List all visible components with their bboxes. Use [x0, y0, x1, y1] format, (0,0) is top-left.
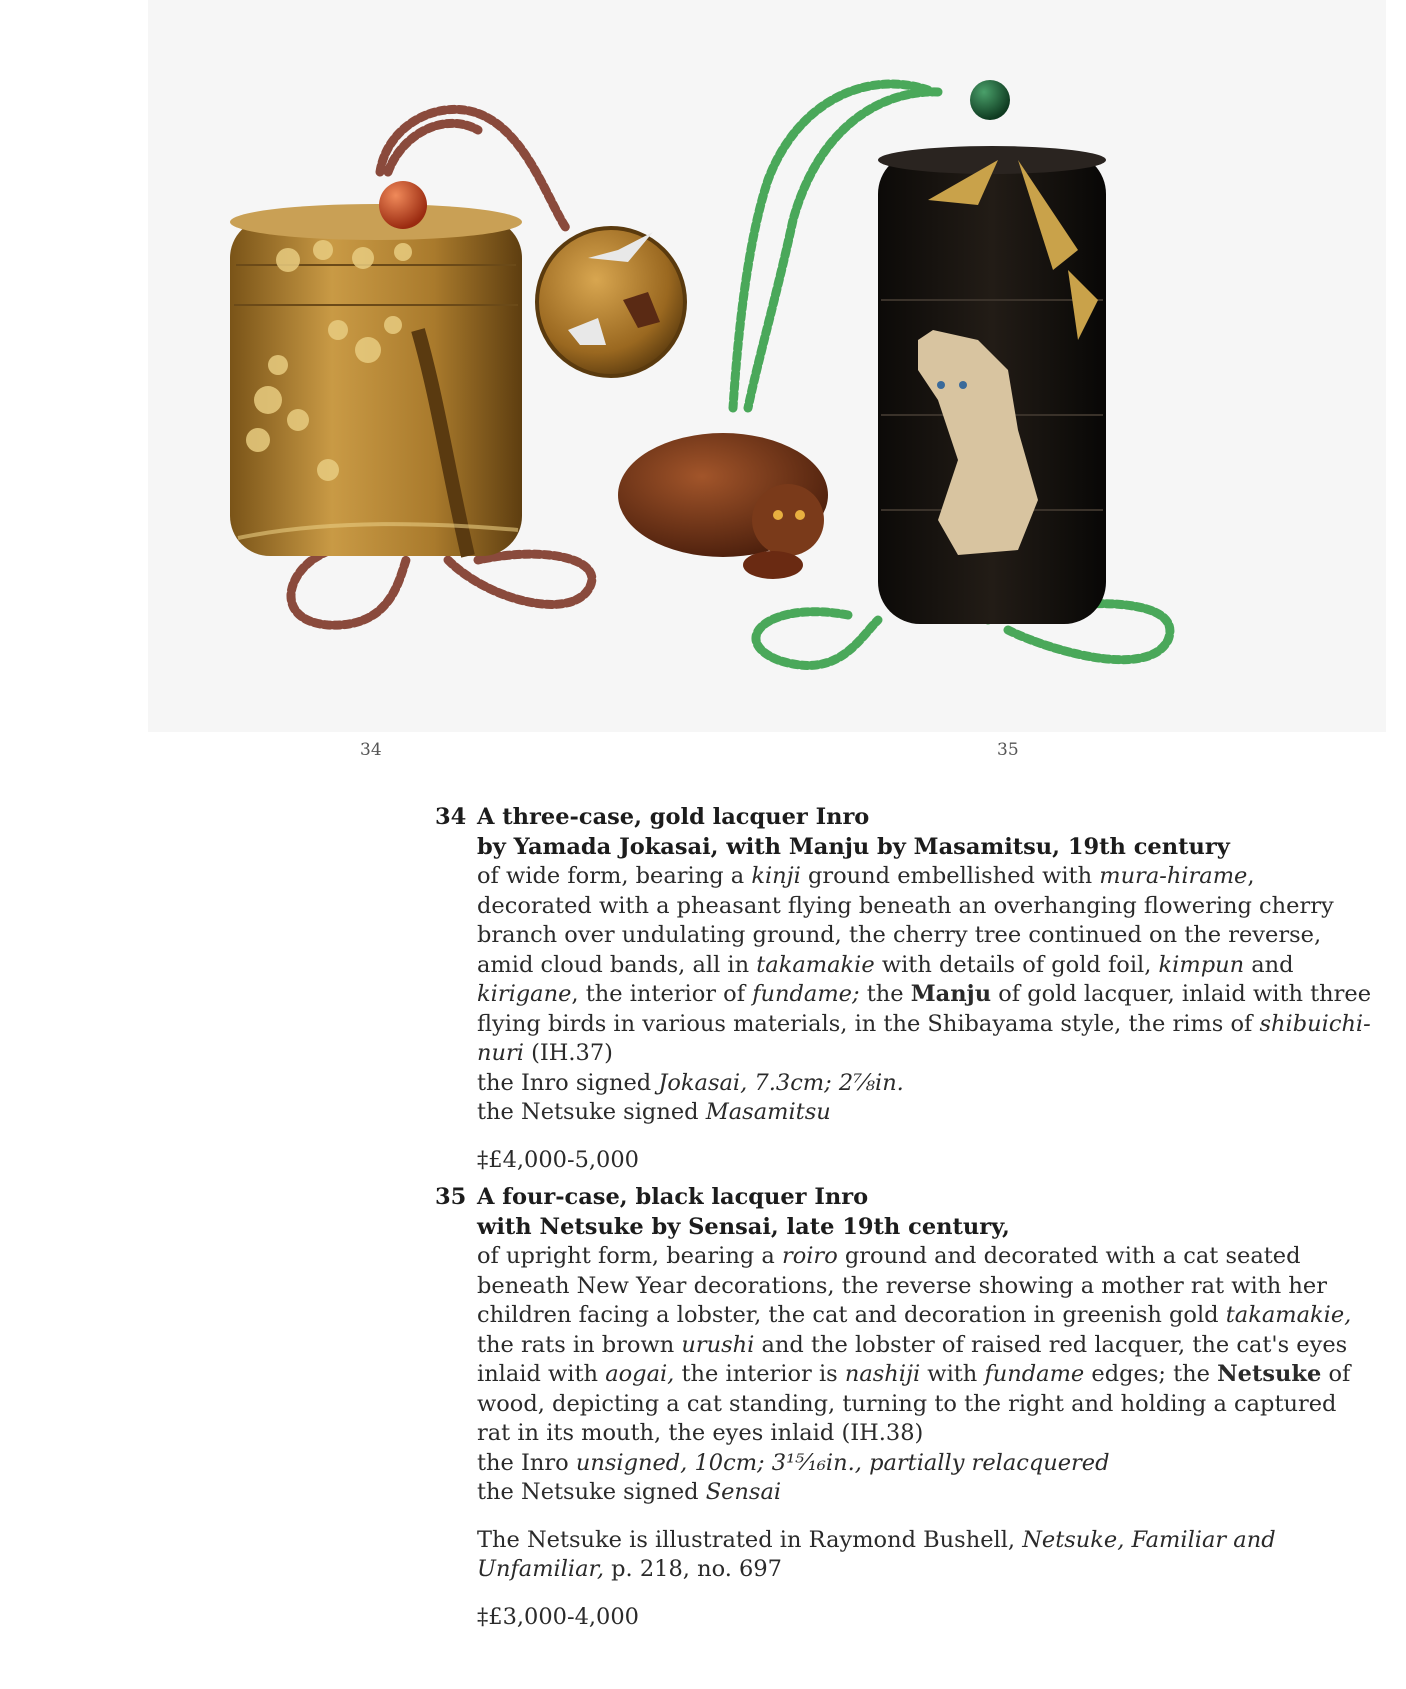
wood-cat-netsuke	[618, 433, 828, 579]
price-estimate: ‡£4,000-5,000	[477, 1146, 639, 1173]
lot-35	[435, 1183, 1375, 1632]
ojime-bead-red	[379, 181, 427, 229]
ojime-bead-green	[970, 80, 1010, 120]
title-line-1: A three-case, gold lacquer Inro	[477, 804, 870, 830]
lot-title	[435, 1183, 1375, 1213]
title-line-2: by Yamada Jokasai, with Manju by Masamitsu, 19th century	[477, 833, 1230, 860]
black-lacquer-inro	[878, 80, 1106, 624]
lot-number: 34	[435, 804, 467, 830]
lot-34	[435, 803, 1375, 1175]
literature-note: The Netsuke is illustrated in Raymond Bushell, Netsuke, Familiar and Unfamiliar, p. 218, no. 697	[477, 1526, 1276, 1582]
figure-number-35: 35	[997, 740, 1019, 760]
gold-lacquer-inro	[230, 181, 522, 556]
inro-signature: the Inro unsigned, 10cm; 3¹⁵⁄₁₆in., partially relacquered	[477, 1449, 1110, 1476]
title-line-1: A four-case, black lacquer Inro	[477, 1184, 869, 1210]
inro-illustration	[148, 0, 1386, 732]
price-estimate: ‡£3,000-4,000	[477, 1603, 639, 1630]
lot-description: of wide form, bearing a kinji ground embellished with mura-hirame, decorated with a pheasant flying beneath an overhanging flowering cherry branch over undulating ground, the cherry tree continued on the reverse, amid cloud bands, all in takamakie with details of gold foil, kimpun and kirigane, the interior of fundame; the Manju of gold lacquer, inlaid with three flying birds in various materials, in the Shibayama style, the rims of shibuichi-nuri (IH.37)	[477, 863, 1372, 1066]
catalogue-photograph	[148, 0, 1386, 732]
netsuke-signature: the Netsuke signed Masamitsu	[477, 1099, 831, 1125]
lot-description: of upright form, bearing a roiro ground and decorated with a cat seated beneath New Year decorations, the reverse showing a mother rat with her children facing a lobster, the cat and decoration in greenish gold takamakie, the rats in brown urushi and the lobster of raised red lacquer, the cat's eyes inlaid with aogai, the interior is nashiji with fundame edges; the Netsuke of wood, depicting a cat standing, turning to the right and holding a captured rat in its mouth, the eyes inlaid (IH.38)	[477, 1243, 1352, 1446]
figure-number-34: 34	[360, 740, 382, 760]
manju-netsuke	[537, 228, 685, 376]
lot-number: 35	[435, 1184, 467, 1210]
title-line-2: with Netsuke by Sensai, late 19th century,	[477, 1213, 1010, 1240]
inro-signature: the Inro signed Jokasai, 7.3cm; 2⅞in.	[477, 1069, 904, 1096]
lot-title	[435, 803, 1375, 833]
netsuke-signature: the Netsuke signed Sensai	[477, 1479, 782, 1505]
